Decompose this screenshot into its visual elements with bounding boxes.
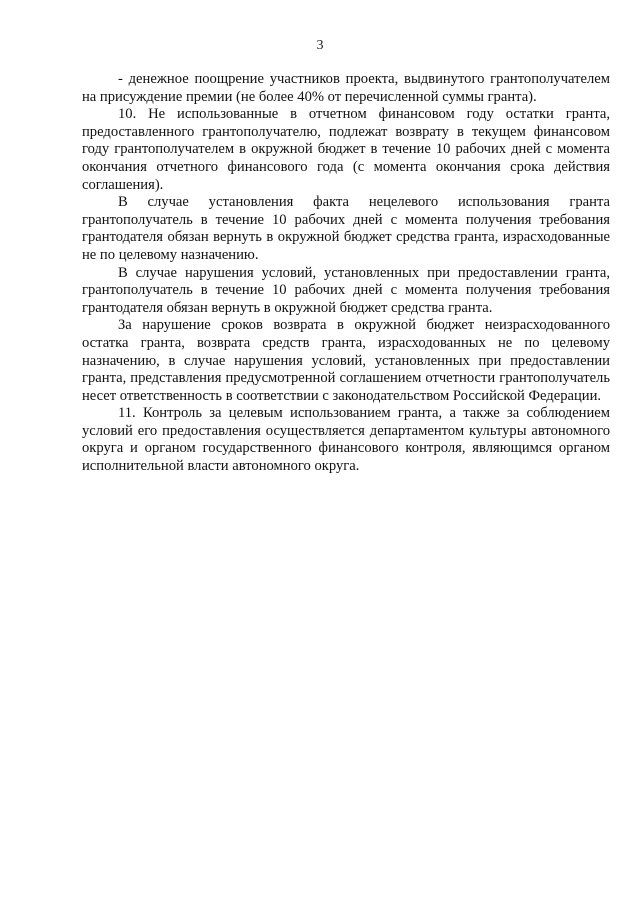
paragraph-bonus: - денежное поощрение участников проекта, выдвинутого грантополучателем на присуждение премии (не более 40% от перечисленной суммы гранта). bbox=[82, 71, 610, 105]
page-number: 3 bbox=[316, 38, 324, 53]
paragraph-violation: В случае нарушения условий, установленных при предоставлении гранта, грантополучатель в течение 10 рабочих дней с момента получения требования грантодателя обязан вернуть в окружной бюджет средства гранта. bbox=[82, 264, 610, 316]
paragraph-clause-10: 10. Не использованные в отчетном финансовом году остатки гранта, предоставленного грантополучателю, подлежат возврату в текущем финансовом году грантополучателем в окружной бюджет в течение 10 рабочих дней с момента окончания отчетного финансового года (с момента окончания срока действия соглашения). bbox=[82, 106, 610, 193]
paragraph-liability: За нарушение сроков возврата в окружной бюджет неизрасходованного остатка гранта, возврата средств гранта, израсходованных не по целевому назначению, в случае нарушения условий, установленных при предоставлении гранта, представления предусмотренной соглашением отчетности грантополучатель несет ответственность в соответствии с законодательством Российской Федерации. bbox=[82, 317, 610, 404]
document-body bbox=[82, 71, 610, 476]
paragraph-misuse: В случае установления факта нецелевого использования гранта грантополучатель в течение 10 рабочих дней с момента получения требования грантодателя обязан вернуть в окружной бюджет средства гранта, израсходованные не по целевому назначению. bbox=[82, 194, 610, 263]
paragraph-clause-11: 11. Контроль за целевым использованием гранта, а также за соблюдением условий его предоставления осуществляется департаментом культуры автономного округа и органом государственного финансового контроля, являющимся органом исполнительной власти автономного округа. bbox=[82, 405, 610, 475]
